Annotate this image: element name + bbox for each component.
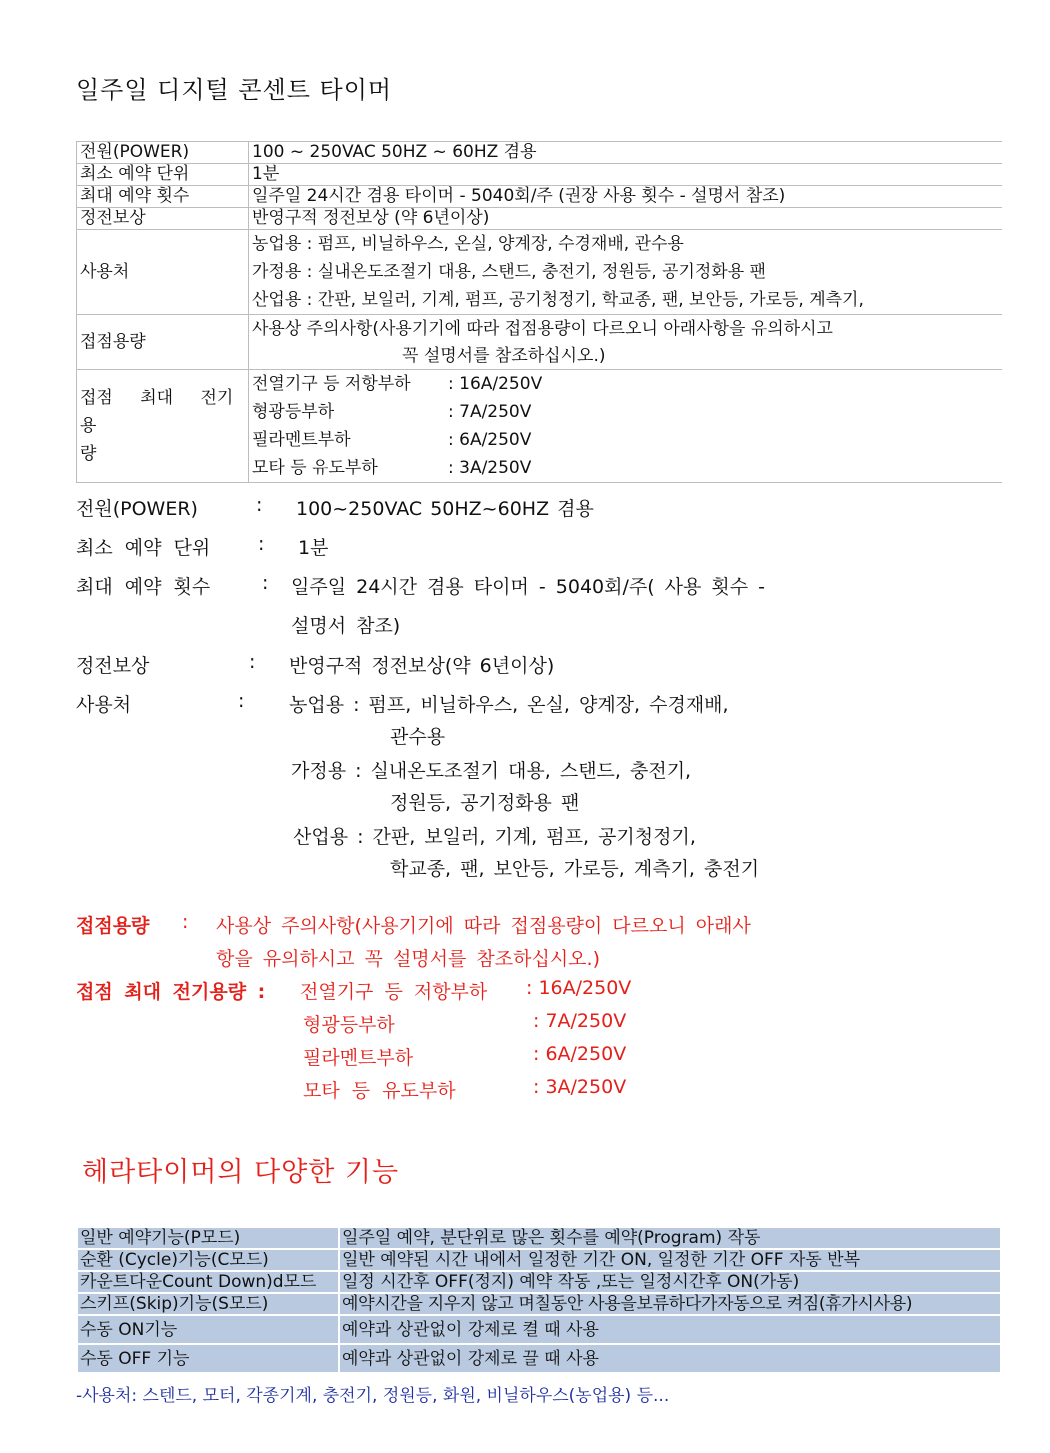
list-colon: : xyxy=(182,911,189,933)
list-key-use: 사용처 xyxy=(76,694,132,716)
spec-value-unit: 1분 xyxy=(249,164,1003,186)
use-line: 산업용 : 간판, 보일러, 기계, 펌프, 공기청정기, 학교종, 팬, 보안등, 가로등, 계측기, xyxy=(252,290,864,310)
feature-desc: 예약과 상관없이 강제로 켤 때 사용 xyxy=(339,1315,1001,1344)
list-load-type: 필라멘트부하 xyxy=(303,1047,414,1069)
list-value-use: 관수용 xyxy=(390,726,446,748)
spec-key-count: 최대 예약 횟수 xyxy=(77,186,249,208)
use-line: 농업용 : 펌프, 비닐하우스, 온실, 양계장, 수경재배, 관수용 xyxy=(252,234,684,254)
feature-desc: 예약과 상관없이 강제로 끌 때 사용 xyxy=(339,1344,1001,1373)
use-line: 가정용 : 실내온도조절기 대용, 스탠드, 충전기, 정원등, 공기정화용 팬 xyxy=(252,262,766,282)
usage-footer: -사용처: 스텐드, 모터, 각종기계, 충전기, 정원등, 화원, 비닐하우스(농업용) 등... xyxy=(76,1386,670,1406)
feature-desc: 예약시간을 지우지 않고 며칠동안 사용을보류하다가자동으로 켜짐(휴가시사용) xyxy=(339,1293,1001,1315)
feature-name: 순환 (Cycle)기능(C모드) xyxy=(77,1249,339,1271)
feature-desc: 일주일 예약, 분단위로 많은 횟수를 예약(Program) 작동 xyxy=(339,1227,1001,1249)
feature-name: 일반 예약기능(P모드) xyxy=(77,1227,339,1249)
load-row xyxy=(252,454,999,482)
list-key-capacity: 접점용량 xyxy=(76,915,150,937)
capacity-line: 꼭 설명서를 참조하십시오.) xyxy=(402,346,606,366)
list-value-use: 학교종, 팬, 보안등, 가로등, 계측기, 충전기 xyxy=(390,858,760,880)
list-value-outage: 반영구적 정전보상(약 6년이상) xyxy=(289,655,555,677)
spec-value-max xyxy=(249,370,1003,483)
table-row xyxy=(77,1271,1001,1293)
feature-desc: 일정 시간후 OFF(정지) 예약 작동 ,또는 일정시간후 ON(가동) xyxy=(339,1271,1001,1293)
features-table xyxy=(76,1226,1002,1374)
spec-key-unit: 최소 예약 단위 xyxy=(77,164,249,186)
list-load-type: 모타 등 유도부하 xyxy=(303,1080,456,1102)
list-key-outage: 정전보상 xyxy=(76,655,150,677)
list-colon: : xyxy=(258,533,265,555)
load-rating: : 16A/250V xyxy=(448,374,543,394)
spec-value-outage: 반영구적 정전보상 (약 6년이상) xyxy=(249,208,1003,230)
list-value-count-2: 설명서 참조) xyxy=(291,615,401,637)
max-key-line: 량 xyxy=(80,444,97,464)
table-row xyxy=(77,142,1003,164)
spec-value-use xyxy=(249,230,1003,315)
table-row xyxy=(77,1227,1001,1249)
list-key-count: 최대 예약 횟수 xyxy=(76,576,211,598)
capacity-line: 사용상 주의사항(사용기기에 따라 접점용량이 다르오니 아래사항을 유의하시고 xyxy=(252,319,833,339)
list-load-rating: : 16A/250V xyxy=(526,977,632,999)
list-load-type: 형광등부하 xyxy=(303,1014,395,1036)
feature-name: 스키프(Skip)기능(S모드) xyxy=(77,1293,339,1315)
table-row xyxy=(77,1293,1001,1315)
list-value-use: 정원등, 공기정화용 팬 xyxy=(390,792,580,814)
list-key-power: 전원(POWER) xyxy=(76,498,198,520)
table-row xyxy=(77,1249,1001,1271)
spec-key-use: 사용처 xyxy=(77,230,249,315)
spec-table xyxy=(76,141,1002,483)
load-rating: : 6A/250V xyxy=(448,430,532,450)
list-value-count: 일주일 24시간 겸용 타이머 - 5040회/주( 사용 횟수 - xyxy=(291,576,766,598)
list-load-rating: : 7A/250V xyxy=(533,1010,627,1032)
feature-name: 수동 ON기능 xyxy=(77,1315,339,1344)
list-value-use: 가정용 : 실내온도조절기 대용, 스탠드, 충전기, xyxy=(291,760,692,782)
max-key-line: 접점 최대 전기용 xyxy=(80,388,234,436)
feature-name: 수동 OFF 기능 xyxy=(77,1344,339,1373)
table-row xyxy=(77,186,1003,208)
list-load-rating: : 6A/250V xyxy=(533,1043,627,1065)
spec-value-capacity xyxy=(249,315,1003,370)
feature-name: 카운트다운Count Down)d모드 xyxy=(77,1271,339,1293)
load-row xyxy=(252,426,999,454)
load-row xyxy=(252,370,999,398)
table-row xyxy=(77,230,1003,315)
feature-desc: 일반 예약된 시간 내에서 일정한 기간 ON, 일정한 기간 OFF 자동 반복 xyxy=(339,1249,1001,1271)
table-row xyxy=(77,164,1003,186)
load-type: 전열기구 등 저항부하 xyxy=(252,374,411,394)
load-type: 모타 등 유도부하 xyxy=(252,458,378,478)
table-row xyxy=(77,370,1003,483)
table-row xyxy=(77,1344,1001,1373)
load-type: 형광등부하 xyxy=(252,402,335,422)
list-load-rating: : 3A/250V xyxy=(533,1076,627,1098)
list-colon: : xyxy=(238,690,245,712)
features-heading: 헤라타이머의 다양한 기능 xyxy=(82,1157,400,1188)
spec-key-outage: 정전보상 xyxy=(77,208,249,230)
page-title: 일주일 디지털 콘센트 타이머 xyxy=(76,76,393,104)
spec-key-max xyxy=(77,370,249,483)
spec-value-count: 일주일 24시간 겸용 타이머 - 5040회/주 (권장 사용 횟수 - 설명서 참조) xyxy=(249,186,1003,208)
spec-key-capacity: 접점용량 xyxy=(77,315,249,370)
list-value-unit: 1분 xyxy=(298,537,329,559)
table-row xyxy=(77,315,1003,370)
list-load-type: 전열기구 등 저항부하 xyxy=(300,981,488,1003)
list-value-power: 100~250VAC 50HZ~60HZ 겸용 xyxy=(296,498,594,520)
list-value-capacity: 사용상 주의사항(사용기기에 따라 접점용량이 다르오니 아래사 xyxy=(216,915,751,937)
table-row xyxy=(77,208,1003,230)
list-value-capacity-2: 항을 유의하시고 꼭 설명서를 참조하십시오.) xyxy=(216,948,600,970)
list-colon: : xyxy=(256,494,263,516)
list-value-use: 산업용 : 간판, 보일러, 기계, 펌프, 공기청정기, xyxy=(293,826,696,848)
load-type: 필라멘트부하 xyxy=(252,430,351,450)
list-colon: : xyxy=(262,572,269,594)
load-rating: : 7A/250V xyxy=(448,402,532,422)
spec-key-power: 전원(POWER) xyxy=(77,142,249,164)
load-row xyxy=(252,398,999,426)
list-colon: : xyxy=(249,651,256,673)
list-key-max: 접점 최대 전기용량 : xyxy=(76,981,266,1003)
list-key-unit: 최소 예약 단위 xyxy=(76,537,211,559)
list-value-use: 농업용 : 펌프, 비닐하우스, 온실, 양계장, 수경재배, xyxy=(289,694,729,716)
spec-value-power: 100 ~ 250VAC 50HZ ~ 60HZ 겸용 xyxy=(249,142,1003,164)
load-rating: : 3A/250V xyxy=(448,458,532,478)
table-row xyxy=(77,1315,1001,1344)
